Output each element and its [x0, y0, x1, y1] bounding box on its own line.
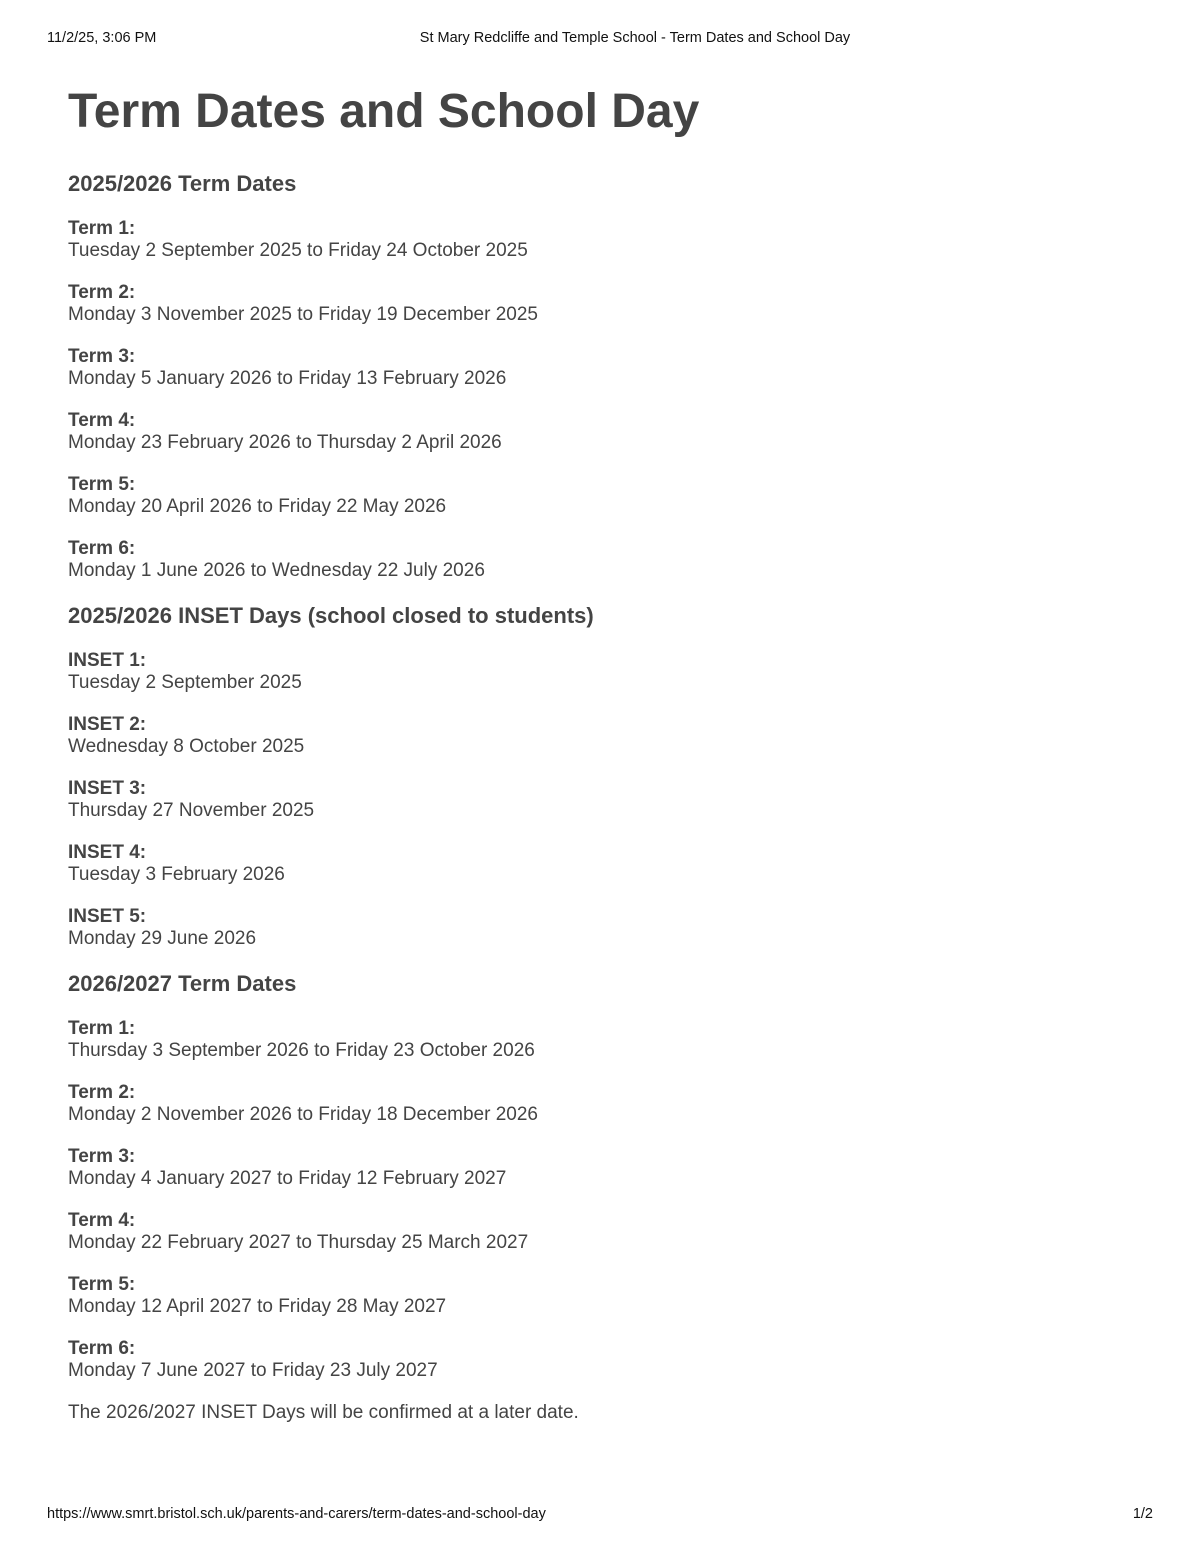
- term-label: Term 3:: [68, 1146, 136, 1167]
- print-footer: [47, 1506, 1153, 1526]
- term-dates: Monday 20 April 2026 to Friday 22 May 2026: [68, 496, 447, 517]
- print-datetime: 11/2/25, 3:06 PM: [47, 30, 157, 46]
- term-label: Term 2:: [68, 282, 136, 303]
- term-dates: Monday 22 February 2027 to Thursday 25 March 2027: [68, 1232, 529, 1253]
- page-title: Term Dates and School Day: [68, 85, 700, 138]
- term-entry: [68, 282, 1128, 326]
- term-dates: Monday 23 February 2026 to Thursday 2 April 2026: [68, 432, 502, 453]
- inset-date: Thursday 27 November 2025: [68, 800, 315, 821]
- inset-label: INSET 5:: [68, 906, 147, 927]
- inset-date: Tuesday 3 February 2026: [68, 864, 285, 885]
- term-entry: [68, 1082, 1128, 1126]
- term-label: Term 1:: [68, 1018, 136, 1039]
- term-dates: Monday 4 January 2027 to Friday 12 February 2027: [68, 1168, 507, 1189]
- term-dates: Thursday 3 September 2026 to Friday 23 October 2026: [68, 1040, 535, 1061]
- term-entry: [68, 474, 1128, 518]
- term-entry: [68, 538, 1128, 582]
- term-dates: Monday 1 June 2026 to Wednesday 22 July 2026: [68, 560, 485, 581]
- term-entry: [68, 346, 1128, 390]
- section-heading: 2026/2027 Term Dates: [68, 971, 297, 996]
- print-header: [47, 30, 1153, 50]
- term-label: Term 1:: [68, 218, 136, 239]
- term-entry: [68, 1274, 1128, 1318]
- term-label: Term 6:: [68, 538, 136, 559]
- section-heading: 2025/2026 Term Dates: [68, 171, 297, 196]
- term-dates: Monday 5 January 2026 to Friday 13 February 2026: [68, 368, 507, 389]
- term-dates: Monday 3 November 2025 to Friday 19 December 2025: [68, 304, 538, 325]
- term-label: Term 4:: [68, 1210, 136, 1231]
- term-label: Term 4:: [68, 410, 136, 431]
- term-label: Term 5:: [68, 474, 136, 495]
- term-dates: Monday 7 June 2027 to Friday 23 July 2027: [68, 1360, 438, 1381]
- inset-label: INSET 1:: [68, 650, 147, 671]
- section-2025-2026-term-dates: [68, 170, 1128, 582]
- term-entry: [68, 1018, 1128, 1062]
- print-url: https://www.smrt.bristol.sch.uk/parents-and-carers/term-dates-and-school-day: [47, 1506, 546, 1522]
- term-entry: [68, 410, 1128, 454]
- term-label: Term 2:: [68, 1082, 136, 1103]
- inset-label: INSET 3:: [68, 778, 147, 799]
- term-label: Term 5:: [68, 1274, 136, 1295]
- section-2026-2027-term-dates: [68, 970, 1128, 1382]
- term-label: Term 6:: [68, 1338, 136, 1359]
- inset-date: Wednesday 8 October 2025: [68, 736, 305, 757]
- inset-entry: [68, 778, 1128, 822]
- inset-entry: [68, 650, 1128, 694]
- term-entry: [68, 218, 1128, 262]
- inset-entry: [68, 714, 1128, 758]
- term-label: Term 3:: [68, 346, 136, 367]
- section-2025-2026-inset-days: [68, 602, 1128, 950]
- main-content: [68, 84, 1128, 1424]
- inset-entry: [68, 906, 1128, 950]
- inset-date: Tuesday 2 September 2025: [68, 672, 302, 693]
- print-document-title: St Mary Redcliffe and Temple School - Term Dates and School Day: [419, 30, 851, 46]
- term-dates: Monday 2 November 2026 to Friday 18 December 2026: [68, 1104, 538, 1125]
- term-dates: Monday 12 April 2027 to Friday 28 May 2027: [68, 1296, 447, 1317]
- term-entry: [68, 1146, 1128, 1190]
- section-heading: 2025/2026 INSET Days (school closed to students): [68, 603, 594, 628]
- inset-entry: [68, 842, 1128, 886]
- print-page-number: 1/2: [1132, 1506, 1153, 1522]
- inset-label: INSET 4:: [68, 842, 147, 863]
- inset-label: INSET 2:: [68, 714, 147, 735]
- inset-confirmation-note: The 2026/2027 INSET Days will be confirmed at a later date.: [68, 1402, 579, 1423]
- term-entry: [68, 1338, 1128, 1382]
- term-dates: Tuesday 2 September 2025 to Friday 24 October 2025: [68, 240, 528, 261]
- inset-date: Monday 29 June 2026: [68, 928, 257, 949]
- term-entry: [68, 1210, 1128, 1254]
